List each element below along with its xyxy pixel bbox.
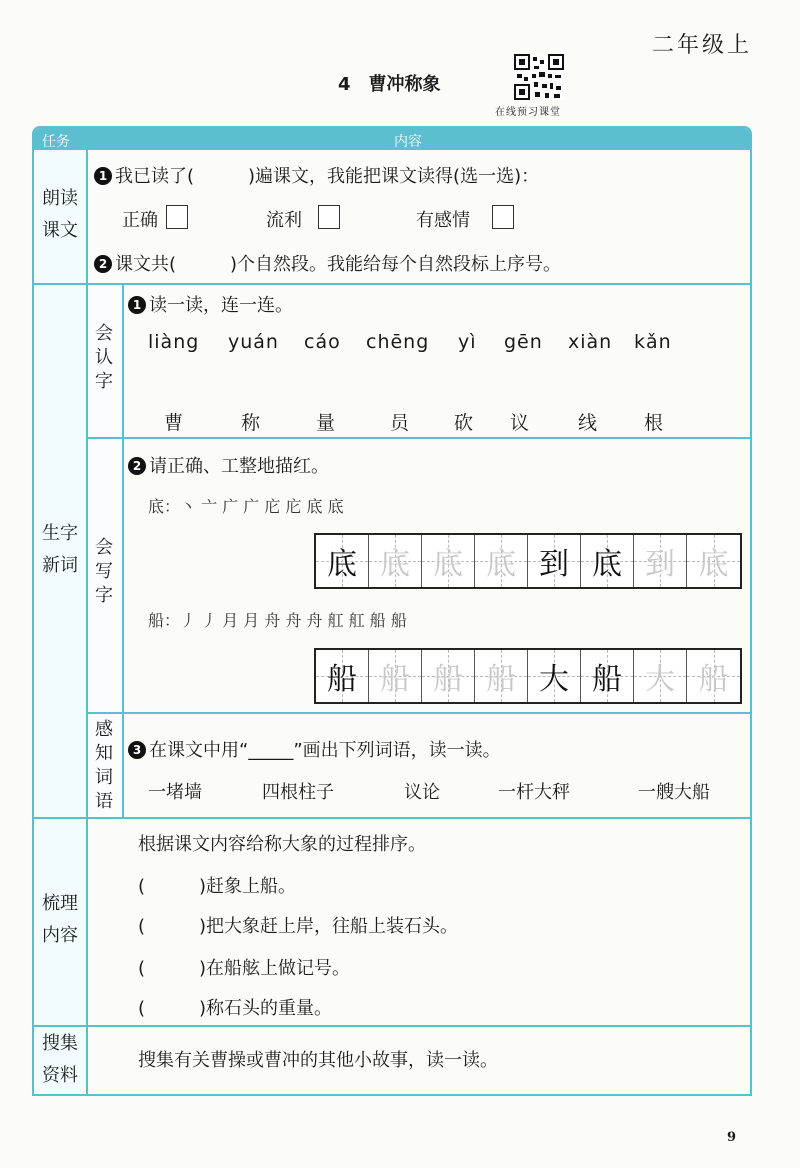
grid-cell[interactable]: 船 — [687, 650, 740, 702]
page-number: 9 — [727, 1130, 737, 1145]
option-correct-checkbox[interactable] — [166, 205, 188, 229]
grid-cell[interactable]: 船 — [475, 650, 528, 702]
sort-item: ( )称石头的重量。 — [138, 998, 333, 1019]
stroke-order-di: 底：丶 亠 广 广 庀 庀 底 底 — [148, 497, 344, 516]
row-divider — [34, 817, 750, 819]
pinyin-0[interactable]: liàng — [148, 331, 200, 353]
grid-cell[interactable]: 到 — [634, 535, 687, 587]
subcolumn-divider — [122, 284, 124, 818]
column-divider — [86, 150, 88, 1096]
grid-cell[interactable]: 船 — [581, 650, 634, 702]
sort-content-label: 梳理 内容 — [42, 893, 78, 946]
task-column — [34, 150, 86, 1096]
read-question-1: 1 我已读了( )遍课文，我能把课文读得(选一选)： — [94, 162, 539, 188]
character-2[interactable]: 量 — [316, 412, 336, 434]
option-correct: 正确 — [122, 210, 158, 231]
pinyin-7[interactable]: kǎn — [634, 331, 672, 353]
grid-cell[interactable]: 大 — [634, 650, 687, 702]
word-3: 一杆大秤 — [498, 782, 570, 803]
header-task: 任务 — [42, 134, 70, 150]
preview-table — [32, 126, 752, 1096]
collect-text: 搜集有关曹操或曹冲的其他小故事，读一读。 — [138, 1050, 498, 1071]
option-expressive: 有感情 — [416, 210, 470, 231]
recognize-label: 会 认 字 — [95, 323, 113, 392]
pinyin-5[interactable]: gēn — [504, 331, 543, 353]
grid-cell[interactable]: 底 — [687, 535, 740, 587]
grid-cell[interactable]: 船 — [422, 650, 475, 702]
sort-item: ( )赶象上船。 — [138, 876, 297, 897]
pinyin-2[interactable]: cáo — [304, 331, 341, 353]
word-1: 四根柱子 — [262, 782, 334, 803]
grade-label: 二年级上 — [651, 33, 752, 58]
recognize-question: 1 读一读，连一连。 — [128, 291, 293, 317]
stroke-order-chuan: 船：丿 丿 月 月 舟 舟 舟 舡 舡 船 船 — [148, 611, 407, 630]
grid-cell[interactable]: 底 — [316, 535, 369, 587]
perceive-label: 感 知 词 语 — [95, 719, 113, 812]
new-words-label: 生字 新词 — [42, 523, 78, 576]
character-3[interactable]: 员 — [390, 412, 410, 434]
grid-cell[interactable]: 船 — [316, 650, 369, 702]
write-label: 会 写 字 — [95, 537, 113, 606]
sort-item: ( )在船舷上做记号。 — [138, 958, 351, 979]
read-aloud-label: 朗读 课文 — [42, 188, 78, 241]
table-header — [34, 128, 750, 150]
grid-cell[interactable]: 底 — [475, 535, 528, 587]
row-divider — [34, 1025, 750, 1027]
pinyin-6[interactable]: xiàn — [568, 331, 613, 353]
character-4[interactable]: 砍 — [454, 412, 474, 434]
option-expressive-checkbox[interactable] — [492, 205, 514, 229]
qr-code-icon[interactable] — [514, 54, 564, 100]
tracing-grid-di — [314, 533, 742, 589]
grid-cell[interactable]: 大 — [528, 650, 581, 702]
character-6[interactable]: 线 — [578, 412, 598, 434]
option-fluent: 流利 — [266, 210, 302, 231]
sort-intro: 根据课文内容给称大象的过程排序。 — [138, 834, 426, 855]
character-5[interactable]: 议 — [510, 412, 530, 434]
read-question-2: 2 课文共( )个自然段。我能给每个自然段标上序号。 — [94, 250, 561, 276]
grid-cell[interactable]: 底 — [581, 535, 634, 587]
pinyin-3[interactable]: chēng — [366, 331, 430, 353]
write-question: 2 请正确、工整地描红。 — [128, 452, 329, 478]
grid-cell[interactable]: 到 — [528, 535, 581, 587]
word-4: 一艘大船 — [638, 782, 710, 803]
qr-label: 在线预习课堂 — [495, 107, 561, 118]
row-divider — [86, 437, 750, 439]
option-fluent-checkbox[interactable] — [318, 205, 340, 229]
pinyin-4[interactable]: yì — [458, 331, 477, 353]
row-divider — [34, 283, 750, 285]
lesson-title: 4 曹冲称象 — [338, 74, 441, 95]
grid-cell[interactable]: 底 — [369, 535, 422, 587]
word-2: 议论 — [404, 782, 440, 803]
grid-cell[interactable]: 底 — [422, 535, 475, 587]
character-7[interactable]: 根 — [644, 412, 664, 434]
pinyin-1[interactable]: yuán — [228, 331, 279, 353]
header-content: 内容 — [394, 134, 422, 150]
character-0[interactable]: 曹 — [164, 412, 184, 434]
sort-item: ( )把大象赶上岸，往船上装石头。 — [138, 916, 459, 937]
grid-cell[interactable]: 船 — [369, 650, 422, 702]
character-1[interactable]: 称 — [241, 412, 261, 434]
tracing-grid-chuan — [314, 648, 742, 704]
row-divider — [86, 712, 750, 714]
perceive-question: 3 在课文中用“_____”画出下列词语，读一读。 — [128, 736, 501, 762]
collect-label: 搜集 资料 — [42, 1033, 78, 1086]
word-0: 一堵墙 — [148, 782, 202, 803]
